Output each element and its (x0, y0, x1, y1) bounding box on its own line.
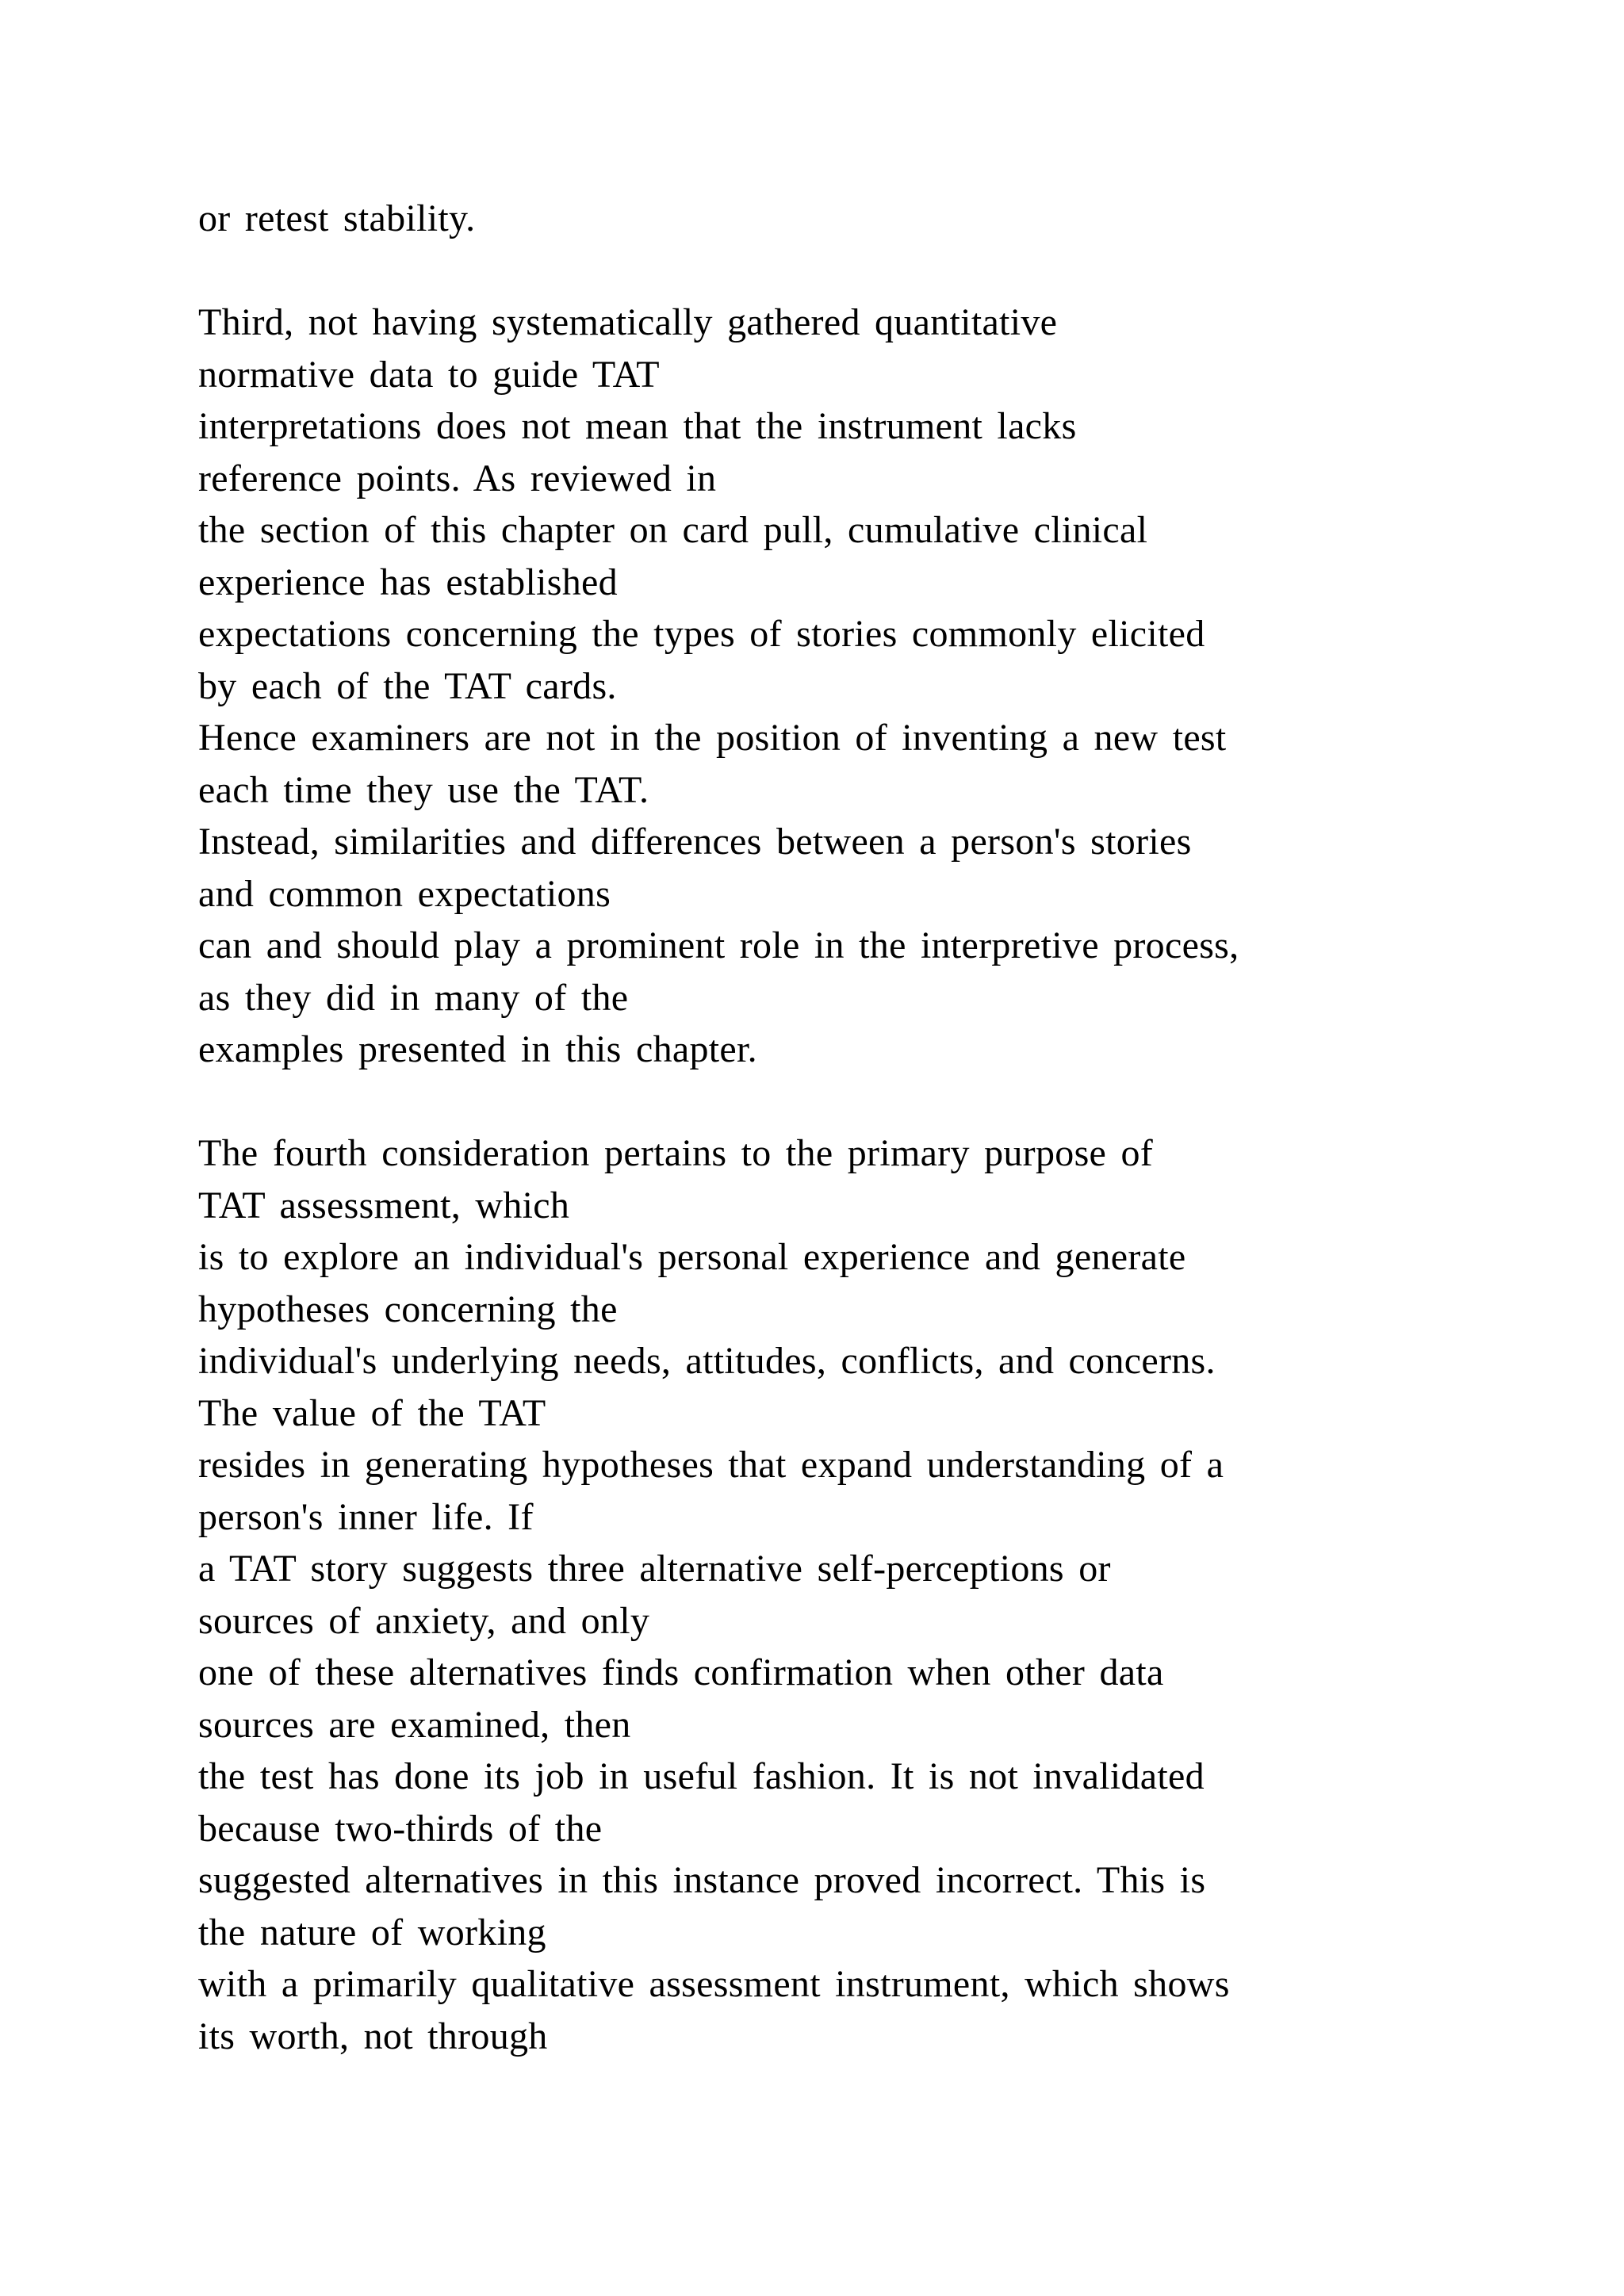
text-line: Hence examiners are not in the position of inventing a new test (198, 717, 1227, 759)
text-line: suggested alternatives in this instance proved incorrect. This is (198, 1859, 1206, 1901)
text-line: with a primarily qualitative assessment instrument, which shows (198, 1963, 1230, 2005)
paragraph (198, 193, 1594, 245)
text-line: interpretations does not mean that the instrument lacks (198, 405, 1077, 447)
text-line: a TAT story suggests three alternative self-perceptions or (198, 1548, 1111, 1590)
text-line: reference points. As reviewed in (198, 457, 717, 499)
text-line: individual's underlying needs, attitudes, conflicts, and concerns. (198, 1340, 1216, 1382)
text-line: person's inner life. If (198, 1495, 534, 1538)
text-line: TAT assessment, which (198, 1184, 570, 1226)
text-line: the nature of working (198, 1911, 546, 1954)
body-text (198, 193, 1594, 2062)
text-line: the section of this chapter on card pull, cumulative clinical (198, 509, 1148, 551)
text-line: its worth, not through (198, 2015, 548, 2057)
text-line: as they did in many of the (198, 976, 629, 1019)
text-line: can and should play a prominent role in the interpretive process, (198, 924, 1239, 966)
paragraph-gap (198, 1076, 1594, 1128)
text-line: resides in generating hypotheses that expand understanding of a (198, 1444, 1224, 1486)
text-line: examples presented in this chapter. (198, 1028, 757, 1070)
text-line: and common expectations (198, 872, 611, 915)
text-line: Third, not having systematically gathered quantitative (198, 301, 1058, 343)
text-line: expectations concerning the types of stories commonly elicited (198, 613, 1205, 655)
text-line: by each of the TAT cards. (198, 664, 617, 707)
text-line: sources of anxiety, and only (198, 1599, 650, 1642)
text-line: sources are examined, then (198, 1703, 631, 1746)
text-line: or retest stability. (198, 197, 476, 239)
text-line: The value of the TAT (198, 1391, 546, 1434)
text-line: Instead, similarities and differences between a person's stories (198, 821, 1192, 863)
text-line: each time they use the TAT. (198, 768, 649, 811)
text-line: The fourth consideration pertains to the primary purpose of (198, 1132, 1154, 1174)
paragraph-gap (198, 245, 1594, 297)
text-line: because two-thirds of the (198, 1807, 603, 1850)
text-line: experience has established (198, 561, 618, 603)
paragraph (198, 297, 1594, 1076)
text-line: hypotheses concerning the (198, 1288, 618, 1330)
text-line: is to explore an individual's personal experience and generate (198, 1236, 1186, 1278)
text-line: normative data to guide TAT (198, 353, 660, 396)
paragraph (198, 1127, 1594, 2062)
text-line: one of these alternatives finds confirmation when other data (198, 1651, 1164, 1693)
text-line: the test has done its job in useful fashion. It is not invalidated (198, 1755, 1205, 1797)
